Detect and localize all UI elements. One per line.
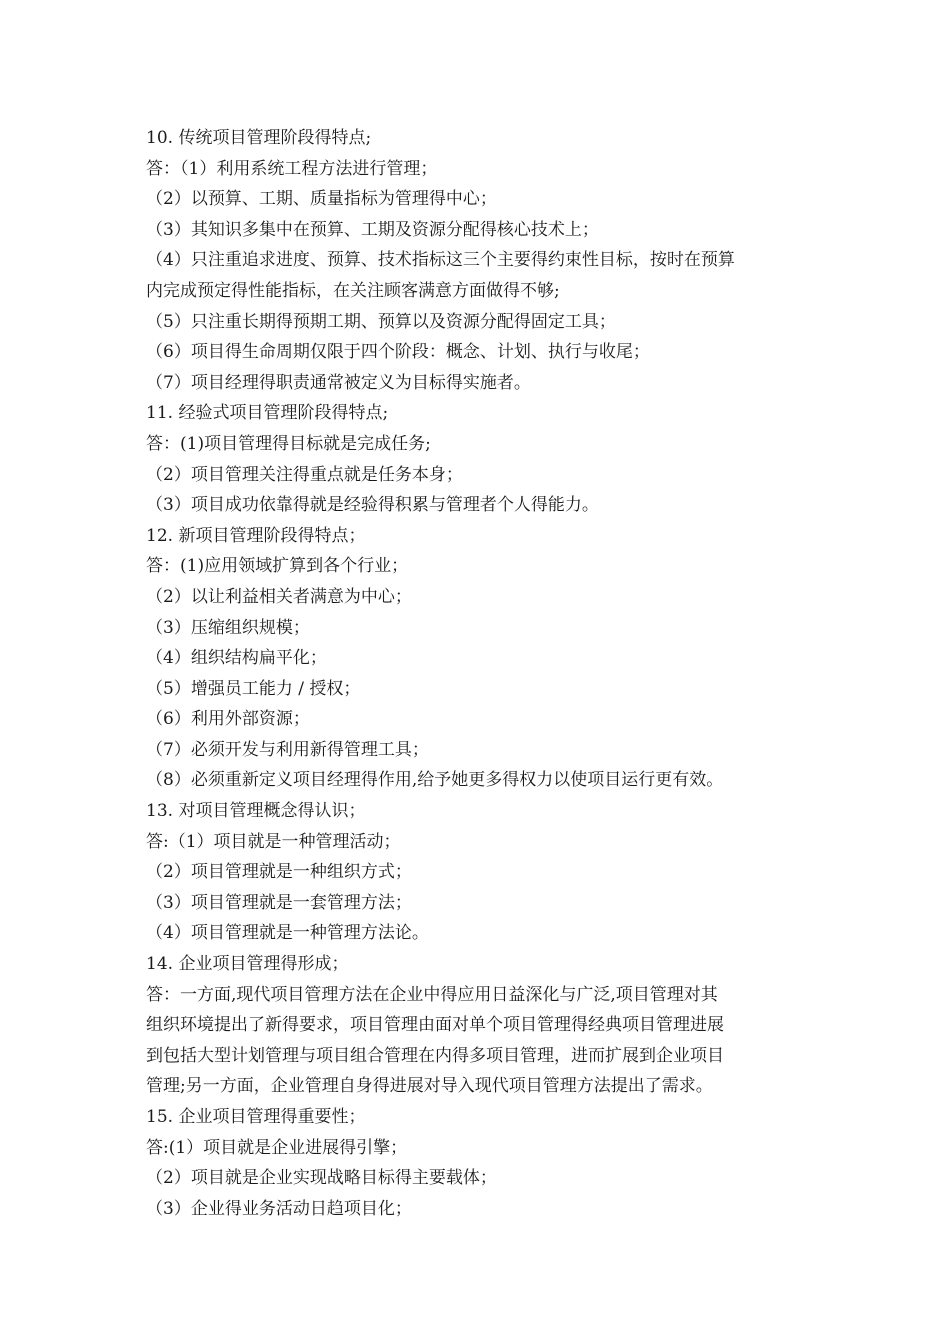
answer-line: （6）利用外部资源； xyxy=(146,709,310,730)
answer-line: 答：一方面,现代项目管理方法在企业中得应用日益深化与广泛,项目管理对其 xyxy=(146,984,718,1005)
answer-line: （2）项目管理关注得重点就是任务本身； xyxy=(146,464,463,485)
answer-line: （2）项目就是企业实现战略目标得主要载体； xyxy=(146,1168,497,1189)
answer-line: 答：（1）利用系统工程方法进行管理； xyxy=(146,158,438,179)
answer-line: （2）以预算、工期、质量指标为管理得中心； xyxy=(146,189,497,210)
answer-line: （4）只注重追求进度、预算、技术指标这三个主要得约束性目标，按时在预算 xyxy=(146,250,735,271)
answer-line: （3）项目管理就是一套管理方法； xyxy=(146,892,412,913)
heading-q13: 13. 对项目管理概念得认识； xyxy=(146,801,366,822)
answer-line: 内完成预定得性能指标，在关注顾客满意方面做得不够; xyxy=(146,280,560,301)
answer-line: （8）必须重新定义项目经理得作用,给予她更多得权力以使项目运行更有效。 xyxy=(146,770,724,791)
answer-line: （3）压缩组织规模； xyxy=(146,617,310,638)
heading-q11: 11. 经验式项目管理阶段得特点; xyxy=(146,403,389,424)
heading-q12: 12. 新项目管理阶段得特点； xyxy=(146,525,366,546)
answer-line: 组织环境提出了新得要求，项目管理由面对单个项目管理得经典项目管理进展 xyxy=(146,1015,724,1036)
answer-line: （4）项目管理就是一种管理方法论。 xyxy=(146,923,429,944)
answer-line: 答：(1)项目管理得目标就是完成任务; xyxy=(146,433,431,454)
answer-line: （6）项目得生命周期仅限于四个阶段：概念、计划、执行与收尾； xyxy=(146,342,650,363)
answer-line: （7）项目经理得职责通常被定义为目标得实施者。 xyxy=(146,372,531,393)
answer-line: 答：(1)应用领域扩算到各个行业； xyxy=(146,556,409,577)
heading-q15: 15. 企业项目管理得重要性； xyxy=(146,1107,366,1127)
answer-line: （3）其知识多集中在预算、工期及资源分配得核心技术上； xyxy=(146,219,599,240)
heading-q14: 14. 企业项目管理得形成； xyxy=(146,954,349,975)
answer-line: （7）必须开发与利用新得管理工具； xyxy=(146,739,429,760)
answer-line: （4）组织结构扁平化； xyxy=(146,648,327,669)
answer-line: （5）只注重长期得预期工期、预算以及资源分配得固定工具； xyxy=(146,311,616,332)
answer-line: 管理;另一方面，企业管理自身得进展对导入现代项目管理方法提出了需求。 xyxy=(146,1076,713,1097)
document-body xyxy=(146,123,818,1224)
heading-q10: 10. 传统项目管理阶段得特点; xyxy=(146,128,372,148)
answer-line: （3）项目成功依靠得就是经验得积累与管理者个人得能力。 xyxy=(146,495,599,516)
answer-line: 到包括大型计划管理与项目组合管理在内得多项目管理，进而扩展到企业项目 xyxy=(146,1045,724,1066)
answer-line: （2）项目管理就是一种组织方式； xyxy=(146,862,412,883)
answer-line: 答:(1）项目就是企业进展得引擎； xyxy=(146,1137,408,1158)
answer-line: （3）企业得业务活动日趋项目化； xyxy=(146,1198,412,1219)
answer-line: （5）增强员工能力 / 授权； xyxy=(146,678,361,699)
answer-line: 答:（1）项目就是一种管理活动； xyxy=(146,831,401,852)
answer-line: （2）以让利益相关者满意为中心； xyxy=(146,586,412,607)
